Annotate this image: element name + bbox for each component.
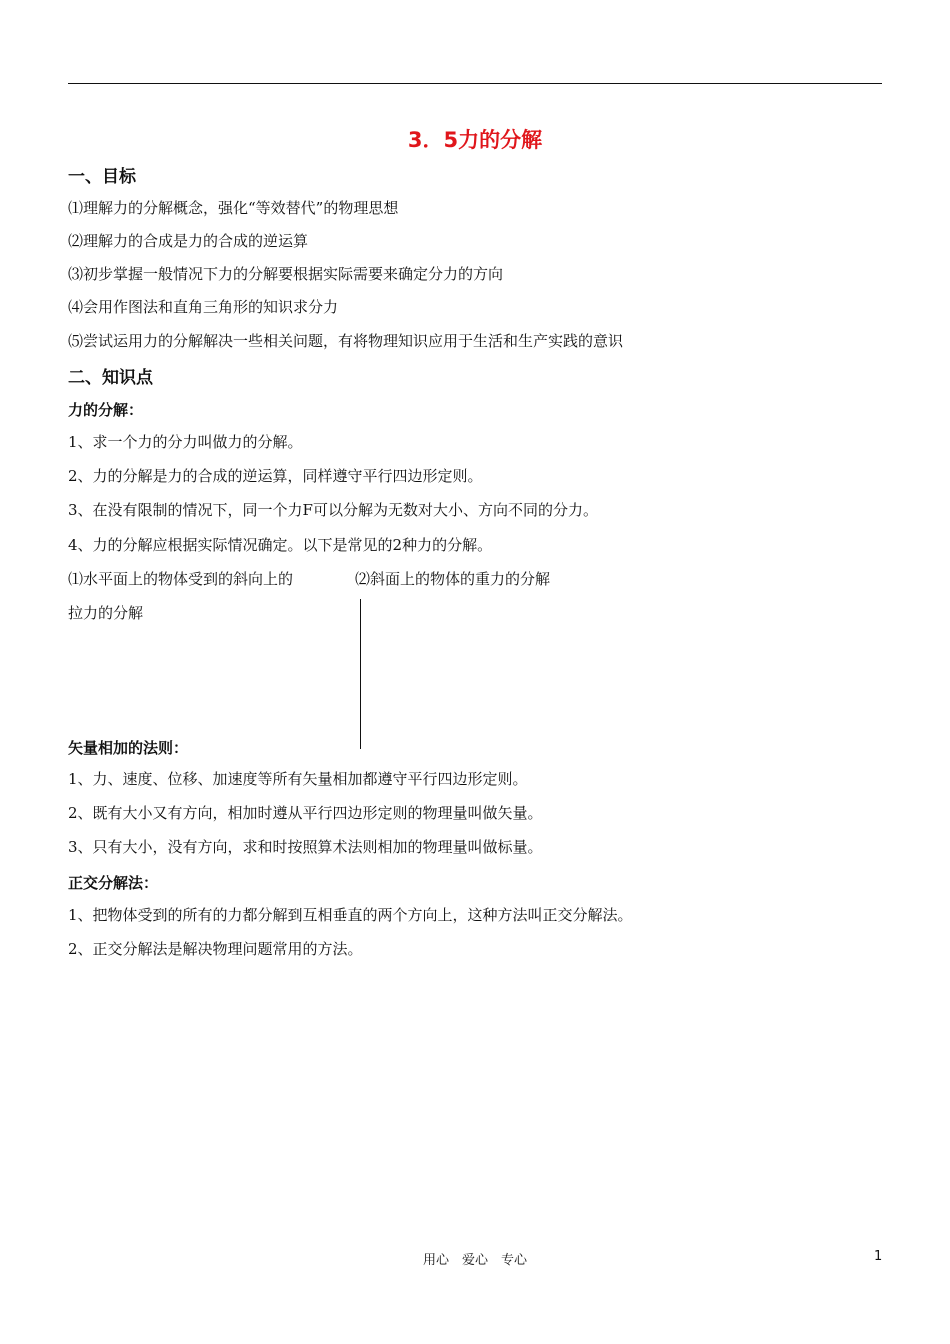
subheading-vector-addition: 矢量相加的法则： (68, 739, 189, 757)
page-footer: 用心 爱心 专心 (422, 1253, 527, 1268)
orthogonal-item-1: 1、把物体受到的所有的力都分解到互相垂直的两个方向上，这种方法叫正交分解法。 (68, 906, 633, 924)
subheading-decomposition: 力的分解： (68, 401, 144, 419)
goal-item-3: ⑶初步掌握一般情况下力的分解要根据实际需要来确定分力的方向 (68, 265, 504, 283)
decomposition-item-3: 3、在没有限制的情况下，同一个力F可以分解为无数对大小、方向不同的分力。 (68, 501, 598, 519)
case1-caption-line1: ⑴水平面上的物体受到的斜向上的 (68, 570, 294, 588)
decomposition-item-4: 4、力的分解应根据实际情况确定。以下是常见的2种力的分解。 (68, 536, 493, 554)
section-heading-goals: 一、目标 (68, 167, 136, 187)
vector-item-1: 1、力、速度、位移、加速度等所有矢量相加都遵守平行四边形定则。 (68, 770, 528, 788)
decomposition-item-2: 2、力的分解是力的合成的逆运算，同样遵守平行四边形定则。 (68, 467, 483, 485)
goal-item-5: ⑸尝试运用力的分解解决一些相关问题，有将物理知识应用于生活和生产实践的意识 (68, 332, 624, 350)
subheading-orthogonal: 正交分解法： (68, 874, 159, 892)
goal-item-2: ⑵理解力的合成是力的合成的逆运算 (68, 232, 309, 250)
goal-item-4: ⑷会用作图法和直角三角形的知识求分力 (68, 298, 339, 316)
column-divider (360, 599, 361, 749)
decomposition-item-1: 1、求一个力的分力叫做力的分解。 (68, 433, 303, 451)
vector-item-3: 3、只有大小，没有方向，求和时按照算术法则相加的物理量叫做标量。 (68, 838, 543, 856)
case1-caption-line2: 拉力的分解 (68, 604, 144, 622)
vector-item-2: 2、既有大小又有方向，相加时遵从平行四边形定则的物理量叫做矢量。 (68, 804, 543, 822)
section-heading-knowledge: 二、知识点 (68, 368, 153, 388)
page-number: 1 (874, 1249, 883, 1264)
header-rule (68, 83, 882, 84)
page-title: 3．5力的分解 (407, 128, 543, 152)
orthogonal-item-2: 2、正交分解法是解决物理问题常用的方法。 (68, 940, 363, 958)
case2-caption: ⑵斜面上的物体的重力的分解 (355, 570, 551, 588)
goal-item-1: ⑴理解力的分解概念，强化“等效替代”的物理思想 (68, 199, 399, 217)
